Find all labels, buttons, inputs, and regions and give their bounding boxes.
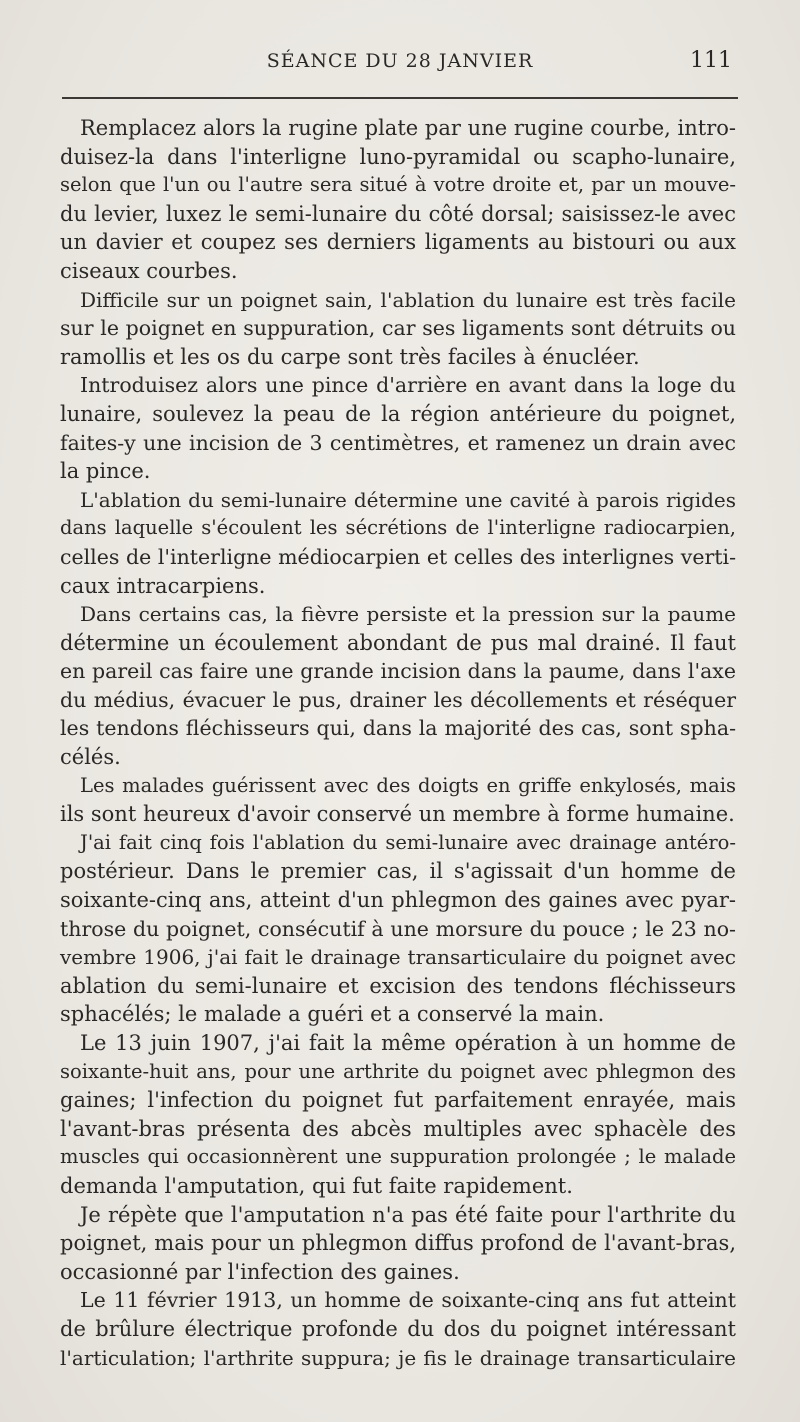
header-rule [62,97,738,99]
text-line: ciseaux courbes. [60,258,238,283]
text-line: L'ablation du semi-lunaire détermine une cavité à parois rigides [80,487,736,512]
page-number: 111 [690,48,732,73]
text-line: ablation du semi-lunaire et excision des tendons fléchisseurs [60,973,736,998]
text-line: sphacélés; le malade a guéri et a conservé la main. [60,1002,605,1027]
text-line: faites-y une incision de 3 centimètres, et ramenez un drain avec [60,430,736,455]
text-line: soixante-huit ans, pour une arthrite du poignet avec phlegmon des [60,1059,736,1083]
text-line: demanda l'amputation, qui fut faite rapidement. [60,1173,573,1198]
text-line: postérieur. Dans le premier cas, il s'agissait d'un homme de [60,859,736,884]
text-line: du médius, évacuer le pus, drainer les décollements et réséquer [60,687,736,712]
text-line: ramollis et les os du carpe sont très faciles à énucléer. [60,344,640,369]
text-line: Difficile sur un poignet sain, l'ablation du lunaire est très facile [80,287,736,312]
text-line: Les malades guérissent avec des doigts en griffe enkylosés, mais [80,773,736,797]
body-text [60,114,736,1372]
text-line: dans laquelle s'écoulent les sécrétions de l'interligne radiocarpien, [60,516,736,540]
text-line: détermine un écoulement abondant de pus mal drainé. Il faut [60,630,736,655]
text-line: Je répète que l'amputation n'a pas été faite pour l'arthrite du [80,1202,736,1227]
text-line: Remplacez alors la rugine plate par une rugine courbe, intro- [80,116,736,140]
text-line: sur le poignet en suppuration, car ses ligaments sont détruits ou [60,316,736,341]
text-line: la pince. [60,459,151,484]
text-line: caux intracarpiens. [60,573,266,598]
text-line: throse du poignet, consécutif à une morsure du pouce ; le 23 no- [60,916,736,941]
text-line: J'ai fait cinq fois l'ablation du semi-lunaire avec drainage antéro- [80,830,736,854]
text-line: selon que l'un ou l'autre sera situé à votre droite et, par un mouve- [60,173,736,197]
text-line: lunaire, soulevez la peau de la région antérieure du poignet, [60,401,736,426]
text-line: l'avant-bras présenta des abcès multiples avec sphacèle des [60,1116,736,1141]
text-line: ils sont heureux d'avoir conservé un membre à forme humaine. [60,802,735,827]
text-line: l'articulation; l'arthrite suppura; je fis le drainage transarticulaire [60,1345,736,1370]
text-line: du levier, luxez le semi-lunaire du côté dorsal; saisissez-le avec [60,201,736,226]
text-line: muscles qui occasionnèrent une suppuration prolongée ; le malade [60,1145,736,1169]
text-line: soixante-cinq ans, atteint d'un phlegmon des gaines avec pyar- [60,888,736,913]
text-line: Introduisez alors une pince d'arrière en avant dans la loge du [80,373,736,398]
text-line: poignet, mais pour un phlegmon diffus profond de l'avant-bras, [60,1231,736,1256]
text-line: de brûlure électrique profonde du dos du poignet intéressant [60,1316,736,1341]
text-line: en pareil cas faire une grande incision dans la paume, dans l'axe [60,659,736,684]
text-line: les tendons fléchisseurs qui, dans la majorité des cas, sont spha- [60,716,736,741]
text-line: gaines; l'infection du poignet fut parfaitement enrayée, mais [60,1088,736,1113]
text-line: célés. [60,745,121,770]
text-line: Le 13 juin 1907, j'ai fait la même opération à un homme de [80,1031,736,1055]
text-line: un davier et coupez ses derniers ligaments au bistouri ou aux [60,230,736,255]
text-line: Le 11 février 1913, un homme de soixante-cinq ans fut atteint [80,1288,736,1313]
text-line: occasionné par l'infection des gaines. [60,1259,460,1284]
text-line: Dans certains cas, la fièvre persiste et la pression sur la paume [80,602,736,627]
page-header [62,50,738,80]
text-line: duisez-la dans l'interligne luno-pyramidal ou scapho-lunaire, [60,144,736,169]
running-title: SÉANCE DU 28 JANVIER [266,50,534,72]
text-line: vembre 1906, j'ai fait le drainage transarticulaire du poignet avec [60,945,736,970]
text-line: celles de l'interligne médiocarpien et celles des interlignes verti- [60,544,736,569]
